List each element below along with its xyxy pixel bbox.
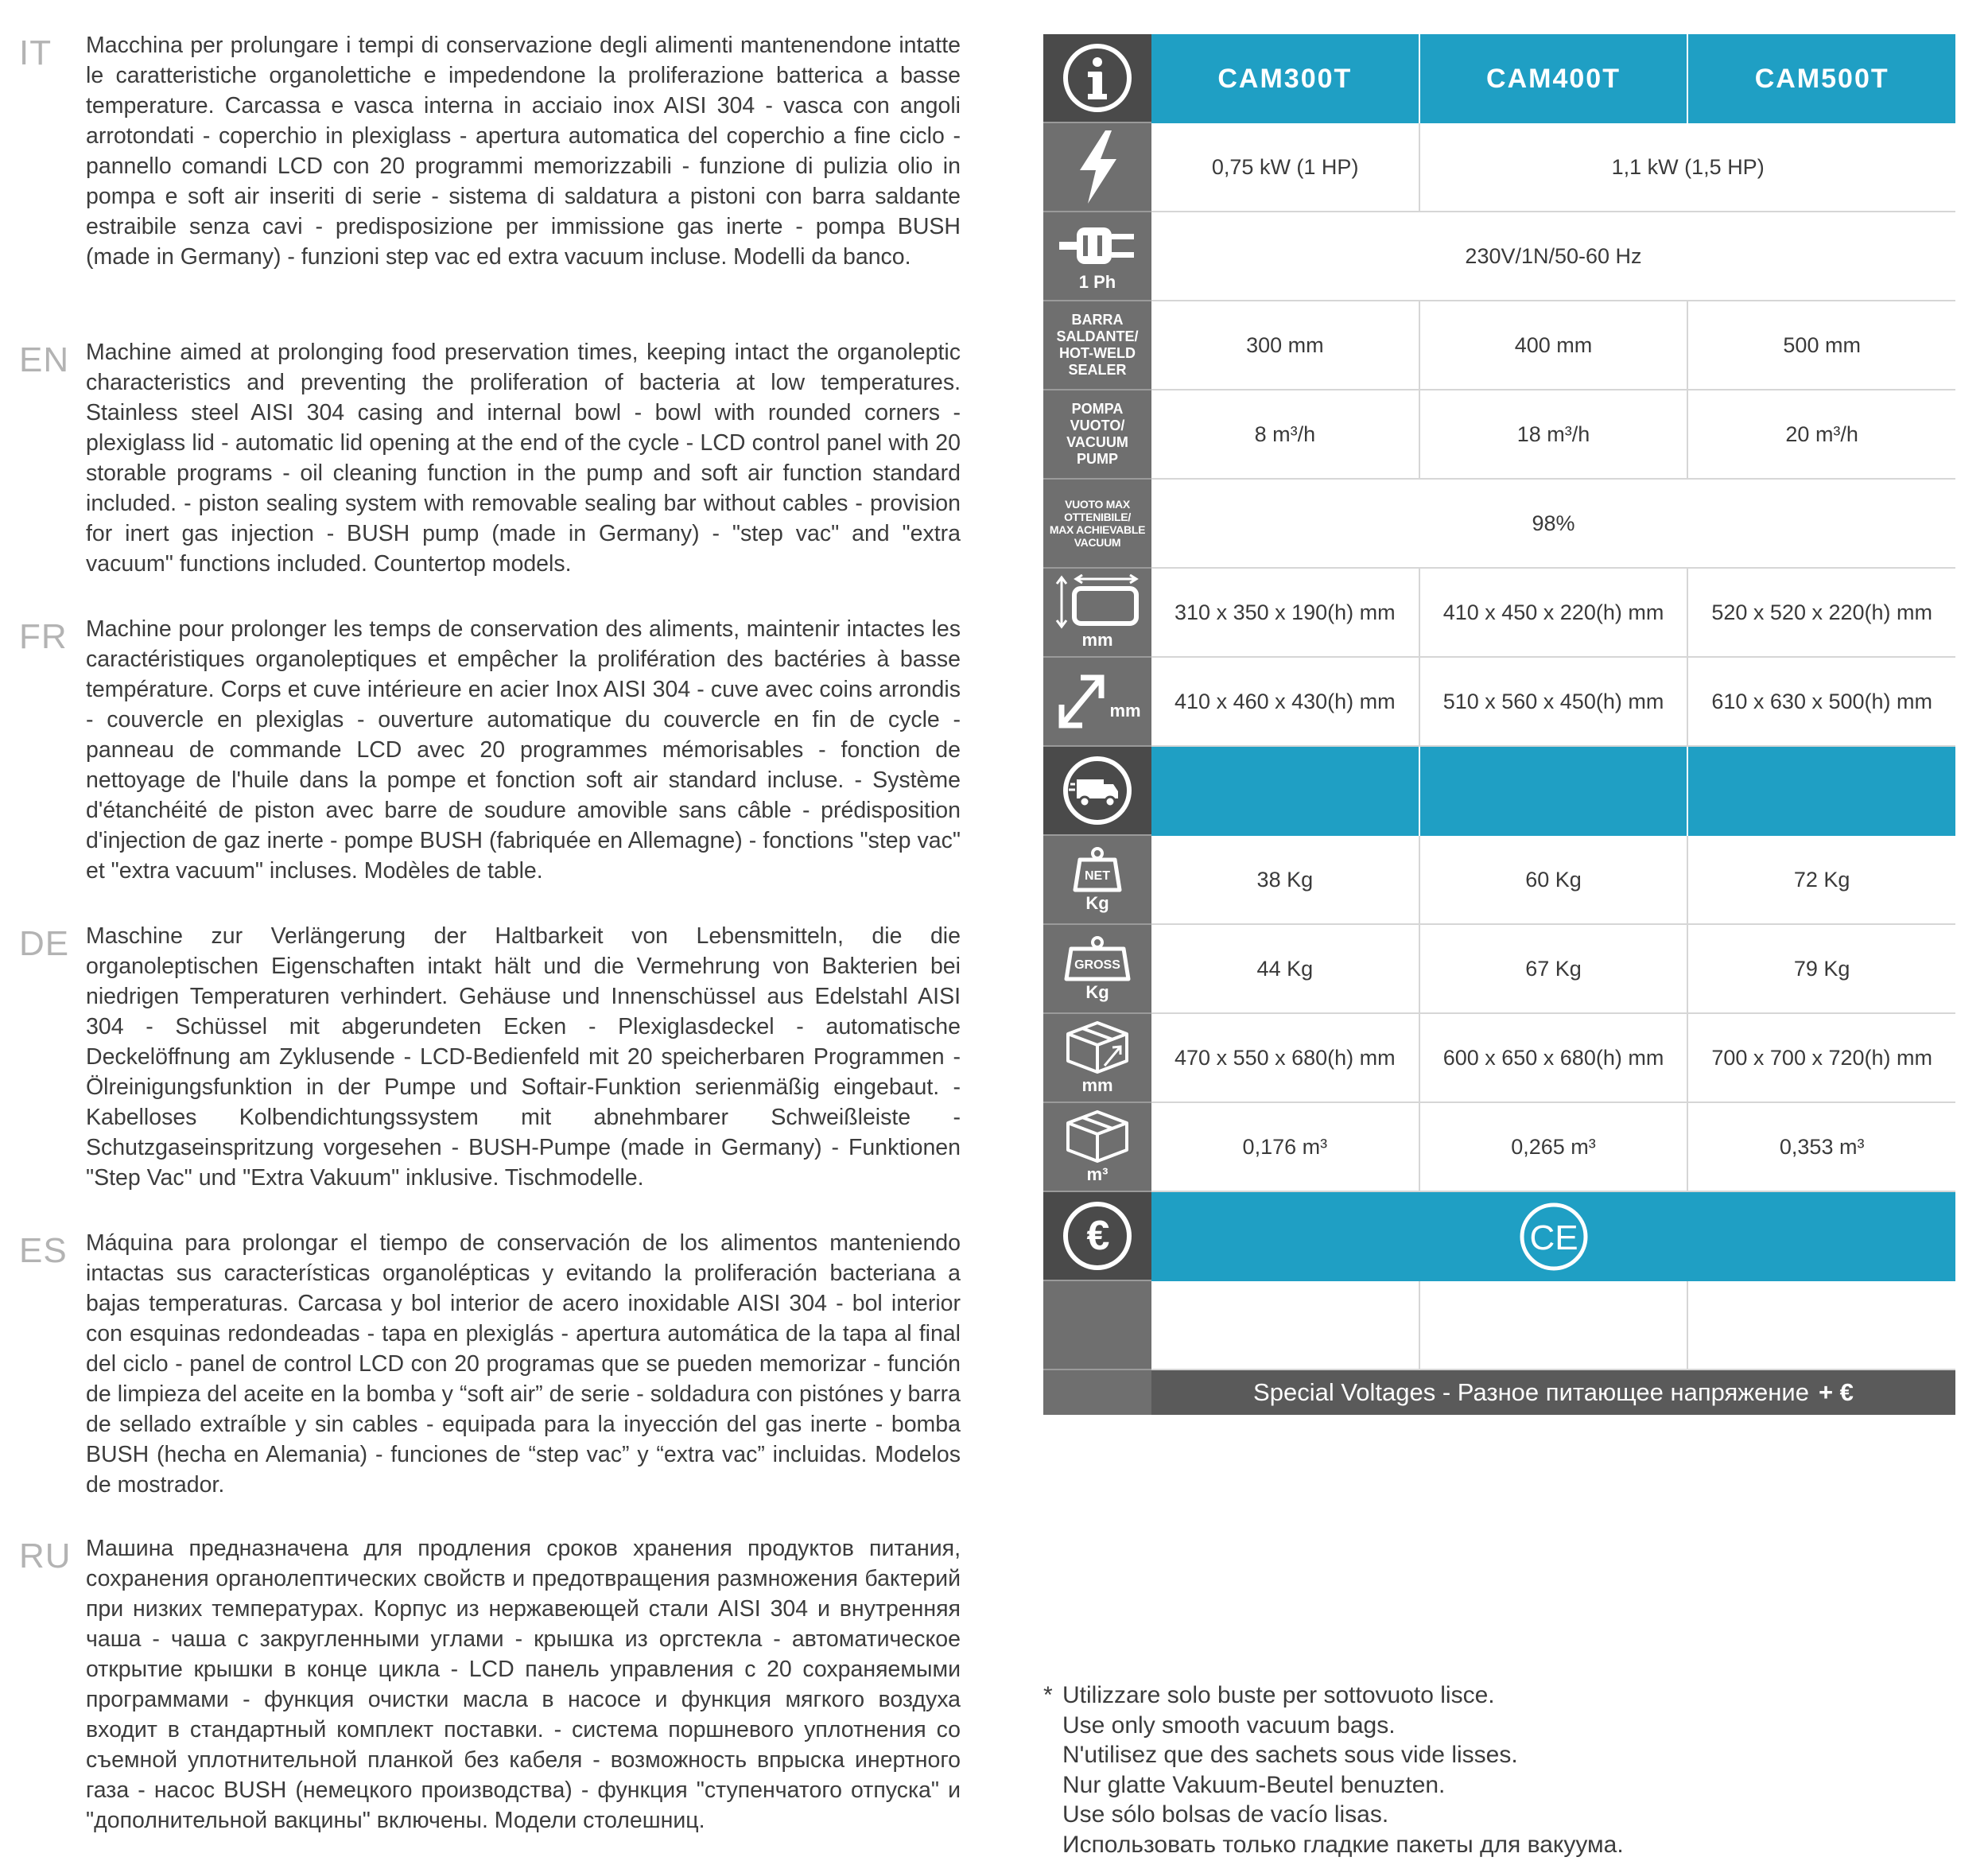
chamber-value: 310 x 350 x 190(h) mm bbox=[1151, 569, 1420, 658]
pump-row bbox=[1043, 390, 1955, 480]
voltage-row bbox=[1043, 212, 1955, 301]
gross-weight-value: 44 Kg bbox=[1151, 925, 1420, 1014]
pump-label-cell bbox=[1043, 390, 1151, 480]
volume-row bbox=[1043, 1103, 1955, 1192]
lang-code: EN bbox=[19, 340, 70, 379]
footnote-line: Use sólo bolsas de vacío lisas. bbox=[1062, 1801, 1389, 1828]
lang-text: Macchina per prolungare i tempi di conservazione degli alimenti mantenendone intatte le caratteristiche organolettiche e impedendone la proliferazione batterica a basse temperature. Carcassa e vasca interna in acciaio inox AISI 304 - vasca con angoli arrotondati - coperchio in plexiglass - apertura automatica del coperchio a fine ciclo - pannello comandi LCD con 20 programmi memorizzabili - funzione di pulizia olio in pompa e soft air inseriti di serie - sistema di saldatura a pistoni con barra saldante estraibile senza cavi - predisposizione per immissione gas inerte - pompa BUSH (made in Germany) - funzioni step vac ed extra vacuum incluse. Modelli da banco. bbox=[86, 33, 961, 270]
delivery-icon-cell bbox=[1043, 747, 1151, 836]
outer-value: 410 x 460 x 430(h) mm bbox=[1151, 658, 1420, 747]
gross-weight-value: 67 Kg bbox=[1420, 925, 1689, 1014]
delivery-truck-icon bbox=[1061, 754, 1134, 827]
model-header: CAM300T bbox=[1151, 34, 1420, 123]
pump-label: POMPA VUOTO/ VACUUM PUMP bbox=[1066, 401, 1128, 467]
vacuum-row bbox=[1043, 480, 1955, 569]
sealer-label: BARRA SALDANTE/ HOT-WELD SEALER bbox=[1056, 312, 1139, 378]
footnote-line: Использовать только гладкие пакеты для вакуума. bbox=[1062, 1831, 1624, 1858]
package-value: 700 x 700 x 720(h) mm bbox=[1688, 1014, 1955, 1103]
svg-text:GROSS: GROSS bbox=[1074, 958, 1120, 972]
phase-label: 1 Ph bbox=[1078, 272, 1116, 292]
outer-unit: mm bbox=[1109, 701, 1141, 721]
footnote-line: * Utilizzare solo buste per sottovuoto lisce. bbox=[1043, 1680, 1624, 1711]
net-weight-row bbox=[1043, 836, 1955, 925]
gross-weight-icon bbox=[1063, 934, 1132, 982]
lang-code: RU bbox=[19, 1537, 72, 1575]
lang-text: Maschine zur Verlängerung der Haltbarkeit von Lebensmitteln, die die organoleptischen Eigenschaften intakt hält und die Vermehrung von Bakterien bei niedrigen Temperaturen verhindert. Gehäuse und Innenschüssel aus Edelstahl AISI 304 - Schüssel mit abgerundeten Ecken - Plexiglasdeckel - automatische Deckelöffnung am Zyklusende - LCD-Bedienfeld mit 20 speicherbaren Programmen - Ölreinigungsfunktion in der Pumpe und Softair-Funktion serienmäßig eingebaut. - Kabelloses Kolbendichtungssystem mit abnehmbarer Schweißleiste - Schutzgaseinspritzung vorgesehen - BUSH-Pumpe (made in Germany) - Funktionen "Step Vac" und "Extra Vakuum" inklusive. Tischmodelle. bbox=[86, 923, 961, 1191]
special-voltages-icon-cell bbox=[1043, 1370, 1151, 1415]
lang-text: Máquina para prolongar el tiempo de conservación de los alimentos manteniendo intactas sus características organolépticas y evitando la proliferación bacteriana a bajas temperaturas. Carcasa y bol interior de acero inoxidable AISI 304 - bol interior con esquinas redondeadas - tapa en plexiglás - apertura automática de la tapa al final del ciclo - panel de control LCD con 20 programas que se pueden memorizar - función de limpieza del aceite en la bomba y “soft air” de serie - soldadura con pistónes y barra de sellado extraíble y sin cables - equipada para la inyección del gas inerte - bomba BUSH (hecha en Alemania) - funciones de “step vac” y “extra vac” incluidas. Modelos de mostrador. bbox=[86, 1230, 961, 1498]
gross-weight-value: 79 Kg bbox=[1688, 925, 1955, 1014]
package-icon-cell bbox=[1043, 1014, 1151, 1103]
special-voltages-suffix: + € bbox=[1818, 1378, 1854, 1406]
package-value: 470 x 550 x 680(h) mm bbox=[1151, 1014, 1420, 1103]
lang-code: FR bbox=[19, 617, 68, 656]
sealer-value: 300 mm bbox=[1151, 301, 1420, 390]
svg-text:€: € bbox=[1086, 1213, 1110, 1259]
sealer-value: 400 mm bbox=[1420, 301, 1689, 390]
outer-icon-cell bbox=[1043, 658, 1151, 747]
svg-text:CE: CE bbox=[1528, 1218, 1578, 1257]
lightning-icon bbox=[1074, 129, 1121, 205]
voltage-value: 230V/1N/50-60 Hz bbox=[1151, 212, 1955, 301]
package-unit: mm bbox=[1081, 1075, 1113, 1095]
delivery-cell bbox=[1420, 747, 1689, 836]
chamber-unit: mm bbox=[1081, 630, 1113, 650]
empty-icon-cell bbox=[1043, 1281, 1151, 1370]
power-row bbox=[1043, 123, 1955, 212]
footnote-line: N'utilisez que des sachets sous vide lisses. bbox=[1062, 1742, 1518, 1768]
voltage-icon-cell bbox=[1043, 212, 1151, 301]
pump-value: 8 m³/h bbox=[1151, 390, 1420, 480]
net-weight-icon bbox=[1072, 845, 1123, 893]
price-row bbox=[1043, 1192, 1955, 1281]
sealer-row bbox=[1043, 301, 1955, 390]
net-weight-icon-cell bbox=[1043, 836, 1151, 925]
gross-weight-icon-cell bbox=[1043, 925, 1151, 1014]
outer-row bbox=[1043, 658, 1955, 747]
power-value: 1,1 kW (1,5 HP) bbox=[1420, 123, 1955, 212]
euro-icon bbox=[1061, 1199, 1134, 1272]
footnote-line: Use only smooth vacuum bags. bbox=[1062, 1711, 1396, 1739]
delivery-row bbox=[1043, 747, 1955, 836]
lang-code: DE bbox=[19, 924, 70, 963]
volume-icon-cell bbox=[1043, 1103, 1151, 1192]
lang-text: Machine pour prolonger les temps de conservation des aliments, maintenir intactes les caractéristiques organoleptiques et empêcher la prolifération des bactéries à basse température. Corps et cuve intérieure en acier Inox AISI 304 - cuve avec coins arrondis - couvercle en plexiglas - ouverture automatique du couvercle en fin de cycle - panneau de commande LCD avec 20 programmes mémorisables - fonction de nettoyage de l'huile dans la pompe et fonction soft air standard incluse. - Système d'étanchéité de piston avec barre de soudure amovible sans câble - prédisposition d'injection de gaz inerte - pompe BUSH (fabriquée en Allemagne) - fonctions "step vac" et "extra vacuum" incluses. Modèles de table. bbox=[86, 616, 961, 884]
gross-weight-unit: Kg bbox=[1085, 982, 1109, 1002]
net-weight-value: 38 Kg bbox=[1151, 836, 1420, 925]
vacuum-label-cell bbox=[1043, 480, 1151, 569]
volume-box-icon bbox=[1065, 1109, 1130, 1164]
package-value: 600 x 650 x 680(h) mm bbox=[1420, 1014, 1689, 1103]
ce-cell bbox=[1151, 1192, 1955, 1281]
empty-cell bbox=[1688, 1281, 1955, 1370]
svg-text:NET: NET bbox=[1085, 869, 1110, 883]
footnote-star: * bbox=[1043, 1682, 1053, 1708]
lang-code: IT bbox=[19, 33, 52, 72]
empty-cell bbox=[1151, 1281, 1420, 1370]
info-icon-cell bbox=[1043, 34, 1151, 123]
power-icon-cell bbox=[1043, 123, 1151, 212]
net-weight-value: 72 Kg bbox=[1688, 836, 1955, 925]
power-value: 0,75 kW (1 HP) bbox=[1151, 123, 1420, 212]
header-row bbox=[1043, 34, 1955, 123]
lang-text: Machine aimed at prolonging food preservation times, keeping intact the organoleptic characteristics and preventing the proliferation of bacteria at low temperatures. Stainless steel AISI 304 casing and internal bowl - bowl with rounded corners - plexiglass lid - automatic lid opening at the end of the cycle - LCD control panel with 20 storable programs - oil cleaning function in the pump and soft air function standard included. - piston sealing system with removable sealing bar without cables - provision for inert gas injection - BUSH pump (made in Germany) - "step vac" and "extra vacuum" functions included. Countertop models. bbox=[86, 340, 961, 577]
volume-value: 0,265 m³ bbox=[1420, 1103, 1689, 1192]
delivery-cell bbox=[1688, 747, 1955, 836]
volume-value: 0,353 m³ bbox=[1688, 1103, 1955, 1192]
plug-icon bbox=[1058, 220, 1137, 272]
ce-mark-icon bbox=[1517, 1200, 1590, 1273]
lang-code: ES bbox=[19, 1231, 68, 1270]
outer-value: 610 x 630 x 500(h) mm bbox=[1688, 658, 1955, 747]
empty-cell bbox=[1420, 1281, 1689, 1370]
info-icon bbox=[1061, 41, 1134, 115]
model-header: CAM400T bbox=[1420, 34, 1689, 123]
chamber-icon-cell bbox=[1043, 569, 1151, 658]
special-voltages-bar bbox=[1151, 1370, 1955, 1415]
chamber-dimensions-icon bbox=[1054, 574, 1141, 630]
empty-row bbox=[1043, 1281, 1955, 1370]
net-weight-value: 60 Kg bbox=[1420, 836, 1689, 925]
net-weight-unit: Kg bbox=[1085, 893, 1109, 913]
pump-value: 20 m³/h bbox=[1688, 390, 1955, 480]
volume-unit: m³ bbox=[1086, 1164, 1109, 1184]
vacuum-value: 98% bbox=[1151, 480, 1955, 569]
model-header: CAM500T bbox=[1688, 34, 1955, 123]
outer-value: 510 x 560 x 450(h) mm bbox=[1420, 658, 1689, 747]
footnote bbox=[1043, 1680, 1624, 1859]
package-row bbox=[1043, 1014, 1955, 1103]
chamber-row bbox=[1043, 569, 1955, 658]
lang-text: Машина предназначена для продления сроков хранения продуктов питания, сохранения органолептических свойств и предотвращения размножения бактерий при низких температурах. Корпус из нержавеющей стали AISI 304 и внутренняя чаша - чаша с закругленными углами - крышка из оргстекла - автоматическое открытие крышки в конце цикла - LCD панель управления с 20 сохраняемыми программами - функция очистки масла в насосе и функция мягкого воздуха входит в стандартный комплект поставки. - система поршневого уплотнения со съемной уплотнительной планкой без кабеля - возможность впрыска инертного газа - насос BUSH (немецкого производства) - функция "ступенчатого отпуска" и "дополнительной вакцины" включены. Модели столешниц. bbox=[86, 1536, 961, 1833]
diagonal-dimensions-icon bbox=[1054, 670, 1109, 733]
sealer-label-cell bbox=[1043, 301, 1151, 390]
delivery-cell bbox=[1151, 747, 1420, 836]
chamber-value: 410 x 450 x 220(h) mm bbox=[1420, 569, 1689, 658]
package-box-icon bbox=[1065, 1020, 1130, 1075]
volume-value: 0,176 m³ bbox=[1151, 1103, 1420, 1192]
pump-value: 18 m³/h bbox=[1420, 390, 1689, 480]
special-voltages-text: Special Voltages - Разное питающее напряжение bbox=[1253, 1378, 1809, 1406]
euro-icon-cell bbox=[1043, 1192, 1151, 1281]
sealer-value: 500 mm bbox=[1688, 301, 1955, 390]
footnote-line: Nur glatte Vakuum-Beutel benuzten. bbox=[1062, 1771, 1446, 1798]
chamber-value: 520 x 520 x 220(h) mm bbox=[1688, 569, 1955, 658]
gross-weight-row bbox=[1043, 925, 1955, 1014]
vacuum-label: VUOTO MAX OTTENIBILE/ MAX ACHIEVABLE VACUUM bbox=[1049, 498, 1146, 549]
